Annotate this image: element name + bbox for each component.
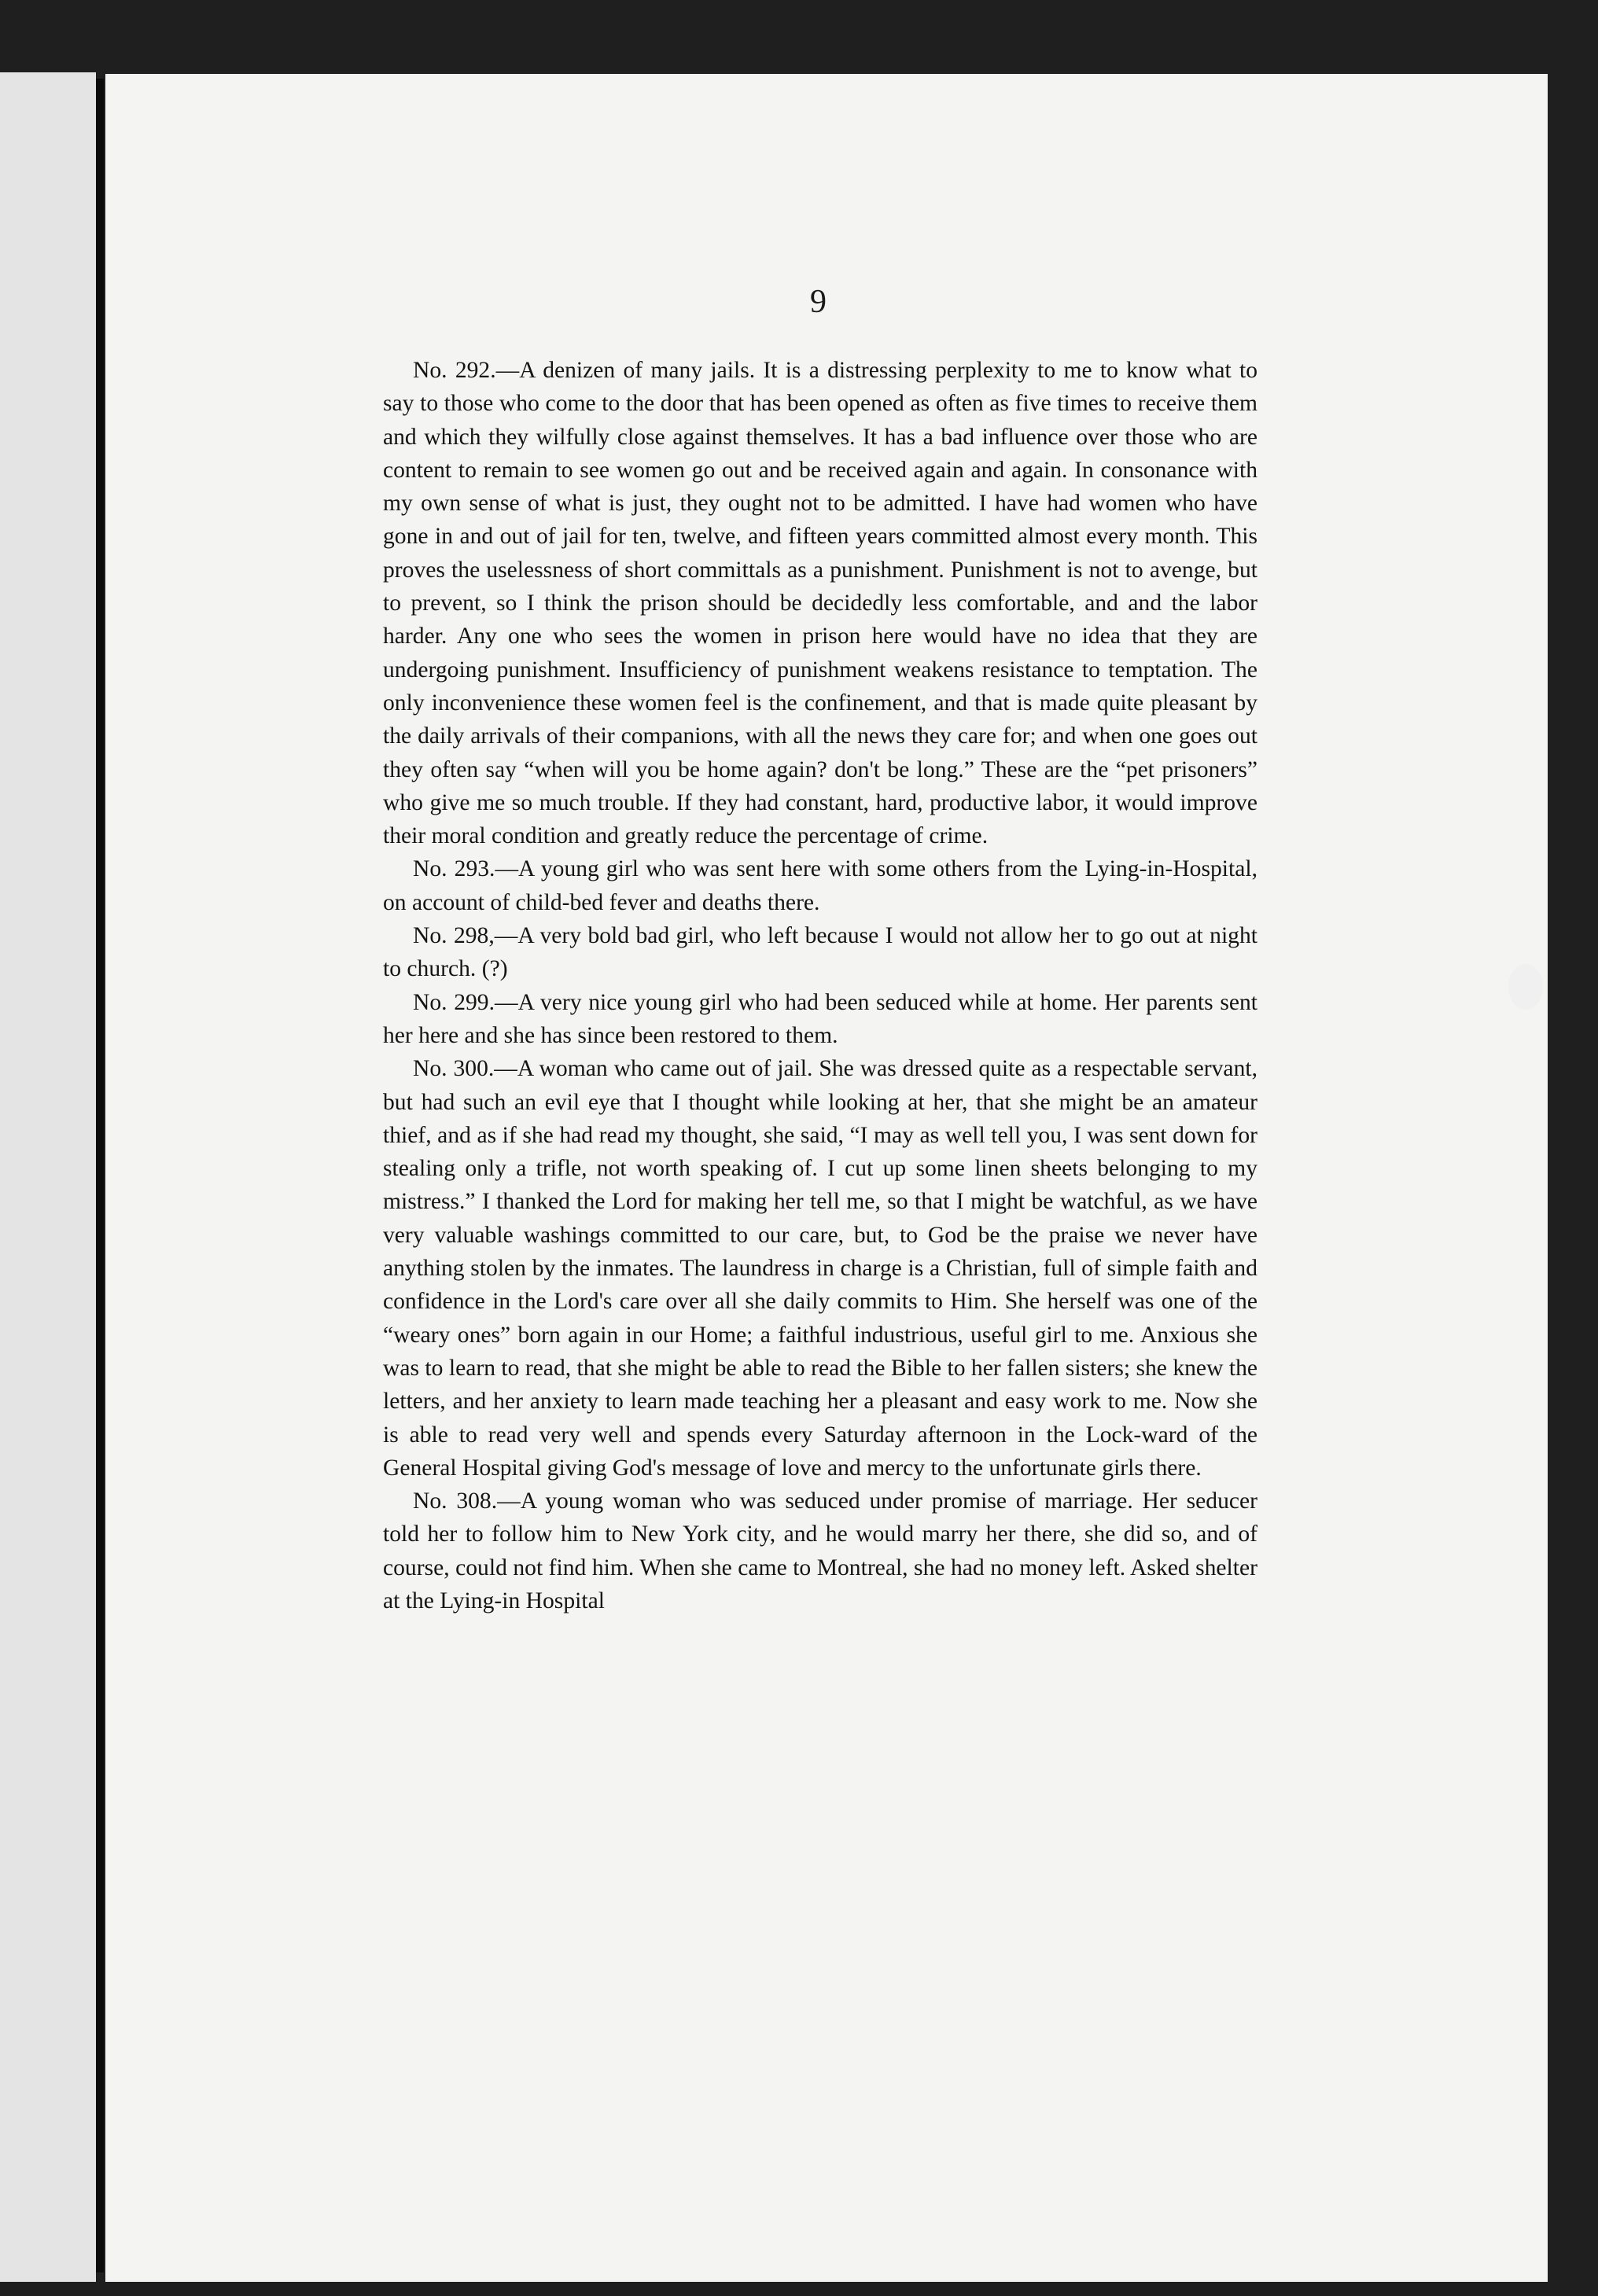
body-text [383,354,1257,1617]
page-number: 9 [810,284,827,320]
facing-page-edge [0,72,96,2282]
entry-paragraph: No. 308.—A young woman who was seduced under promise of marriage. Her seducer told her to follow him to New York city, and he would marry her there, she did so, and of course, could not find him. When she came to Montreal, she had no money left. Asked shelter at the Lying-in Hospital [383,1488,1257,1613]
entry-paragraph: No. 300.—A woman who came out of jail. She was dressed quite as a respectable servant, but had such an evil eye that I thought while looking at her, that she might be an amateur thief, and as if she had read my thought, she said, “I may as well tell you, I was sent down for stealing only a trifle, not worth speaking of. I cut up some linen sheets belonging to my mistress.” I thanked the Lord for making her tell me, so that I might be watchful, as we have very valuable washings committed to our care, but, to God be the praise we never have anything stolen by the inmates. The laundress in charge is a Christian, full of simple faith and confidence in the Lord's care over all she daily commits to Him. She herself was one of the “weary ones” born again in our Home; a faithful industrious, useful girl to me. Anxious she was to learn to read, that she might be able to read the Bible to her fallen sisters; she knew the letters, and her anxiety to learn made teaching her a pleasant and easy work to me. Now she is able to read very well and spends every Saturday afternoon in the Lock-ward of the General Hospital giving God's message of love and mercy to the unfortunate girls there. [383,1056,1257,1481]
book-gutter [96,79,104,2272]
entry-paragraph: No. 298,—A very bold bad girl, who left because I would not allow her to go out at night to church. (?) [383,923,1257,982]
entry-paragraph: No. 292.—A denizen of many jails. It is a distressing perplexity to me to know what to say to those who come to the door that has been opened as often as five times to receive them and which they wilfully close against themselves. It has a bad influence over those who are content to remain to see women go out and be received again and again. In consonance with my own sense of what is just, they ought not to be admitted. I have had women who have gone in and out of jail for ten, twelve, and fifteen years committed almost every month. This proves the uselessness of short committals as a punishment. Punishment is not to avenge, but to prevent, so I think the prison should be decidedly less comfortable, and and the labor harder. Any one who sees the women in prison here would have no idea that they are undergoing punishment. Insufficiency of punishment weakens resistance to temptation. The only inconvenience these women feel is the confinement, and that is made quite pleasant by the daily arrivals of their companions, with all the news they care for; and when one goes out they often say “when will you be home again? don't be long.” These are the “pet prisoners” who give me so much trouble. If they had constant, hard, productive labor, it would improve their moral condition and greatly reduce the percentage of crime. [383,358,1257,849]
entry-paragraph: No. 299.—A very nice young girl who had been seduced while at home. Her parents sent her here and she has since been restored to them. [383,989,1257,1048]
entry-paragraph: No. 293.—A young girl who was sent here with some others from the Lying-in-Hospital, on account of child-bed fever and deaths there. [383,856,1257,915]
page-blemish [1508,964,1543,1010]
